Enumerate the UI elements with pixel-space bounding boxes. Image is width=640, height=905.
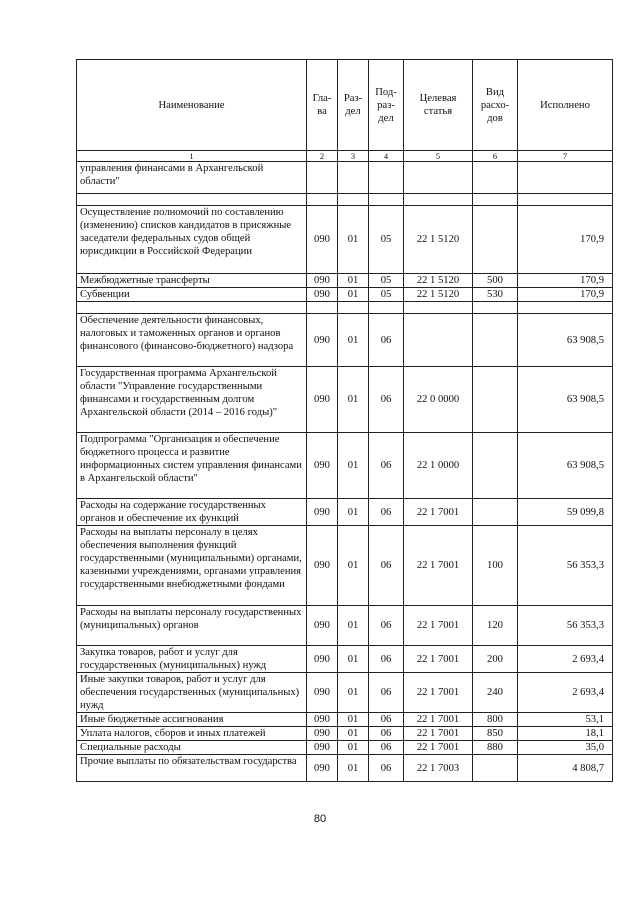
header-target: Целевая статья (404, 60, 473, 151)
column-number: 1 (77, 151, 307, 162)
cell-type (473, 314, 518, 367)
cell-section (338, 302, 369, 314)
cell-name: Иные закупки товаров, работ и услуг для обеспечения государственных (муниципальных) нужд (77, 673, 307, 713)
table-row (77, 741, 613, 755)
cell-subsection: 05 (369, 274, 404, 288)
cell-subsection: 05 (369, 206, 404, 274)
cell-section: 01 (338, 499, 369, 526)
table-row (77, 302, 613, 314)
cell-executed: 2 693,4 (518, 673, 613, 713)
cell-chapter: 090 (307, 433, 338, 499)
cell-subsection: 06 (369, 646, 404, 673)
cell-type (473, 302, 518, 314)
cell-subsection (369, 302, 404, 314)
cell-name: Закупка товаров, работ и услуг для государственных (муниципальных) нужд (77, 646, 307, 673)
cell-target: 22 0 0000 (404, 367, 473, 433)
cell-section (338, 162, 369, 194)
cell-chapter: 090 (307, 367, 338, 433)
cell-target: 22 1 7001 (404, 713, 473, 727)
column-number: 3 (338, 151, 369, 162)
cell-type: 240 (473, 673, 518, 713)
cell-name: Расходы на содержание государственных органов и обеспечение их функций (77, 499, 307, 526)
cell-executed: 56 353,3 (518, 526, 613, 606)
cell-subsection: 06 (369, 673, 404, 713)
cell-target: 22 1 7001 (404, 499, 473, 526)
cell-name (77, 194, 307, 206)
table-row (77, 274, 613, 288)
cell-executed: 18,1 (518, 727, 613, 741)
cell-type: 200 (473, 646, 518, 673)
cell-target: 22 1 0000 (404, 433, 473, 499)
cell-target: 22 1 7001 (404, 727, 473, 741)
cell-target (404, 194, 473, 206)
cell-target: 22 1 7001 (404, 526, 473, 606)
cell-executed: 4 808,7 (518, 755, 613, 782)
cell-executed: 53,1 (518, 713, 613, 727)
cell-type (473, 499, 518, 526)
table-row (77, 713, 613, 727)
cell-type (473, 433, 518, 499)
cell-section: 01 (338, 741, 369, 755)
header-subsection: Под- раз- дел (369, 60, 404, 151)
cell-section: 01 (338, 755, 369, 782)
cell-chapter: 090 (307, 288, 338, 302)
cell-subsection: 06 (369, 741, 404, 755)
cell-section: 01 (338, 526, 369, 606)
cell-subsection: 06 (369, 727, 404, 741)
cell-target (404, 162, 473, 194)
table-row (77, 727, 613, 741)
cell-chapter: 090 (307, 673, 338, 713)
cell-section: 01 (338, 727, 369, 741)
cell-subsection (369, 162, 404, 194)
cell-subsection: 05 (369, 288, 404, 302)
cell-target: 22 1 5120 (404, 206, 473, 274)
cell-executed: 170,9 (518, 206, 613, 274)
cell-section: 01 (338, 606, 369, 646)
cell-chapter (307, 194, 338, 206)
cell-subsection: 06 (369, 367, 404, 433)
document-page (76, 59, 612, 782)
cell-type (473, 755, 518, 782)
column-number-row (77, 151, 613, 162)
cell-chapter (307, 162, 338, 194)
cell-name: Подпрограмма "Организация и обеспечение бюджетного процесса и развитие информационных систем управления финансами в Архангельской области" (77, 433, 307, 499)
cell-target (404, 302, 473, 314)
table-row (77, 673, 613, 713)
cell-chapter: 090 (307, 314, 338, 367)
cell-name: Расходы на выплаты персоналу в целях обеспечения выполнения функций государственными (муниципальными) органами, казенными учреждениями, органами управления государственными внебюджетными фондами (77, 526, 307, 606)
table-row (77, 367, 613, 433)
cell-type (473, 206, 518, 274)
cell-executed: 63 908,5 (518, 314, 613, 367)
cell-section: 01 (338, 367, 369, 433)
cell-executed (518, 194, 613, 206)
cell-executed: 35,0 (518, 741, 613, 755)
table-row (77, 162, 613, 194)
header-type: Вид расхо- дов (473, 60, 518, 151)
cell-type: 880 (473, 741, 518, 755)
cell-type: 850 (473, 727, 518, 741)
cell-executed: 63 908,5 (518, 433, 613, 499)
cell-chapter: 090 (307, 741, 338, 755)
cell-target: 22 1 7001 (404, 741, 473, 755)
cell-target: 22 1 7001 (404, 673, 473, 713)
cell-name (77, 302, 307, 314)
cell-name: Субвенции (77, 288, 307, 302)
table-row (77, 755, 613, 782)
cell-subsection: 06 (369, 526, 404, 606)
cell-chapter: 090 (307, 646, 338, 673)
column-number: 6 (473, 151, 518, 162)
column-number: 7 (518, 151, 613, 162)
header-executed: Исполнено (518, 60, 613, 151)
table-row (77, 606, 613, 646)
cell-executed: 59 099,8 (518, 499, 613, 526)
column-number: 2 (307, 151, 338, 162)
cell-subsection (369, 194, 404, 206)
table-header-row (77, 60, 613, 151)
cell-executed: 2 693,4 (518, 646, 613, 673)
cell-section: 01 (338, 274, 369, 288)
table-row (77, 526, 613, 606)
cell-chapter: 090 (307, 755, 338, 782)
cell-chapter: 090 (307, 727, 338, 741)
cell-section: 01 (338, 288, 369, 302)
cell-section: 01 (338, 673, 369, 713)
cell-section (338, 194, 369, 206)
cell-target: 22 1 7001 (404, 646, 473, 673)
cell-chapter: 090 (307, 274, 338, 288)
cell-subsection: 06 (369, 606, 404, 646)
cell-chapter: 090 (307, 499, 338, 526)
header-section: Раз- дел (338, 60, 369, 151)
cell-target: 22 1 5120 (404, 288, 473, 302)
cell-subsection: 06 (369, 713, 404, 727)
table-row (77, 433, 613, 499)
cell-chapter: 090 (307, 526, 338, 606)
cell-name: Осуществление полномочий по составлению (изменению) списков кандидатов в присяжные заседатели федеральных судов общей юрисдикции в Российской Федерации (77, 206, 307, 274)
cell-section: 01 (338, 206, 369, 274)
cell-name: управления финансами в Архангельской области" (77, 162, 307, 194)
cell-name: Иные бюджетные ассигнования (77, 713, 307, 727)
cell-chapter: 090 (307, 206, 338, 274)
cell-name: Межбюджетные трансферты (77, 274, 307, 288)
cell-target: 22 1 7001 (404, 606, 473, 646)
budget-table (76, 59, 613, 782)
cell-type: 530 (473, 288, 518, 302)
column-number: 4 (369, 151, 404, 162)
cell-target: 22 1 7003 (404, 755, 473, 782)
cell-section: 01 (338, 713, 369, 727)
header-chapter: Гла- ва (307, 60, 338, 151)
cell-name: Прочие выплаты по обязательствам государства (77, 755, 307, 782)
cell-type (473, 367, 518, 433)
header-name: Наименование (77, 60, 307, 151)
cell-chapter: 090 (307, 606, 338, 646)
cell-type: 500 (473, 274, 518, 288)
column-number: 5 (404, 151, 473, 162)
cell-type (473, 162, 518, 194)
cell-name: Расходы на выплаты персоналу государственных (муниципальных) органов (77, 606, 307, 646)
cell-executed (518, 302, 613, 314)
cell-chapter: 090 (307, 713, 338, 727)
table-row (77, 646, 613, 673)
table-row (77, 206, 613, 274)
cell-subsection: 06 (369, 433, 404, 499)
cell-name: Уплата налогов, сборов и иных платежей (77, 727, 307, 741)
cell-type (473, 194, 518, 206)
cell-name: Обеспечение деятельности финансовых, налоговых и таможенных органов и органов финансового (финансово-бюджетного) надзора (77, 314, 307, 367)
cell-executed: 170,9 (518, 288, 613, 302)
table-row (77, 288, 613, 302)
cell-section: 01 (338, 646, 369, 673)
cell-executed: 63 908,5 (518, 367, 613, 433)
page-number: 80 (313, 813, 327, 825)
cell-target (404, 314, 473, 367)
table-row (77, 499, 613, 526)
cell-name: Государственная программа Архангельской области "Управление государственными финансами и государственным долгом Архангельской области (2014 – 2016 годы)" (77, 367, 307, 433)
table-row (77, 194, 613, 206)
cell-section: 01 (338, 433, 369, 499)
cell-executed: 170,9 (518, 274, 613, 288)
cell-executed (518, 162, 613, 194)
cell-subsection: 06 (369, 314, 404, 367)
cell-type: 120 (473, 606, 518, 646)
cell-chapter (307, 302, 338, 314)
cell-executed: 56 353,3 (518, 606, 613, 646)
cell-target: 22 1 5120 (404, 274, 473, 288)
cell-subsection: 06 (369, 755, 404, 782)
cell-name: Специальные расходы (77, 741, 307, 755)
cell-type: 800 (473, 713, 518, 727)
table-row (77, 314, 613, 367)
cell-section: 01 (338, 314, 369, 367)
cell-subsection: 06 (369, 499, 404, 526)
cell-type: 100 (473, 526, 518, 606)
